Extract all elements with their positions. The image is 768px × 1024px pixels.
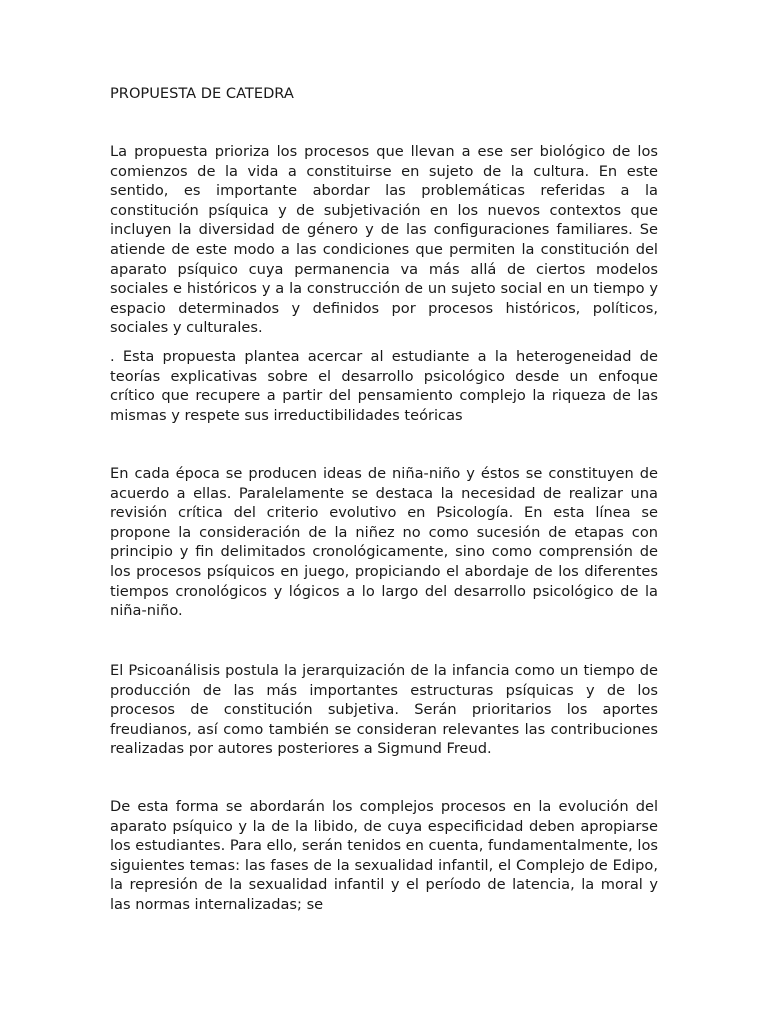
document-title: PROPUESTA DE CATEDRA xyxy=(110,85,294,102)
paragraph-1: La propuesta prioriza los procesos que llevan a ese ser biológico de los comienzos de la vida a constituirse en sujeto de la cultura. En este sentido, es importante abordar las problemáticas referidas a la constitución psíquica y de subjetivación en los nuevos contextos que incluyen la diversidad de género y de las configuraciones familiares. Se atiende de este modo a las condiciones que permiten la constitución del aparato psíquico cuya permanencia va más allá de ciertos modelos sociales e históricos y a la construcción de un sujeto social en un tiempo y espacio determinados y definidos por procesos históricos, políticos, sociales y culturales. xyxy=(110,143,658,337)
paragraph-4: El Psicoanálisis postula la jerarquización de la infancia como un tiempo de producción de las más importantes estructuras psíquicas y de los procesos de constitución subjetiva. Serán prioritarios los aportes freudianos, así como también se consideran relevantes las contribuciones realizadas por autores posteriores a Sigmund Freud. xyxy=(110,662,658,758)
paragraph-2: . Esta propuesta plantea acercar al estudiante a la heterogeneidad de teorías explicativas sobre el desarrollo psicológico desde un enfoque crítico que recupere a partir del pensamiento complejo la riqueza de las mismas y respete sus irreductibilidades teóricas xyxy=(110,348,658,424)
paragraph-3: En cada época se producen ideas de niña-niño y éstos se constituyen de acuerdo a ellas. Paralelamente se destaca la necesidad de realizar una revisión crítica del criterio evolutivo en Psicología. En esta línea se propone la consideración de la niñez no como sucesión de etapas con principio y fin delimitados cronológicamente, sino como comprensión de los procesos psíquicos en juego, propiciando el abordaje de los diferentes tiempos cronológicos y lógicos a lo largo del desarrollo psicológico de la niña-niño. xyxy=(110,465,658,620)
paragraph-5: De esta forma se abordarán los complejos procesos en la evolución del aparato psíquico y la de la libido, de cuya especificidad deben apropiarse los estudiantes. Para ello, serán tenidos en cuenta, fundamentalmente, los siguientes temas: las fases de la sexualidad infantil, el Complejo de Edipo, la represión de la sexualidad infantil y el período de latencia, la moral y las normas internalizadas; se xyxy=(110,798,659,913)
